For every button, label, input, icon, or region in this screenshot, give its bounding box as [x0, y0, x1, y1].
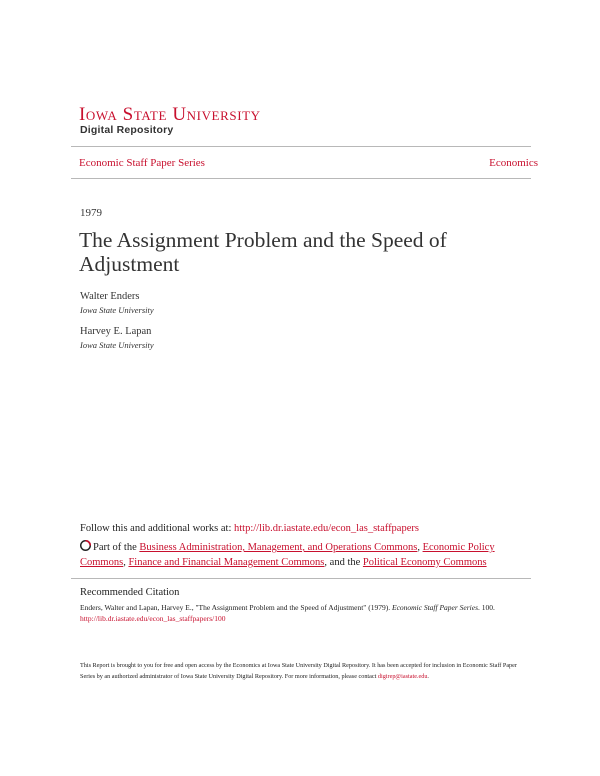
author-name: Walter Enders	[80, 291, 140, 302]
part-of-prefix: Part of the	[93, 542, 140, 553]
citation-suffix: . 100.	[478, 603, 495, 612]
university-logo-wordmark	[79, 105, 261, 125]
part-of-commons	[80, 540, 525, 570]
citation-divider	[71, 578, 531, 579]
collection-link[interactable]: http://lib.dr.iastate.edu/econ_las_staffpapers	[234, 523, 419, 534]
separator: ,	[417, 542, 423, 553]
commons-link-economic-policy[interactable]: Economic Policy Commons	[80, 542, 495, 568]
publication-year: 1979	[80, 207, 102, 219]
citation-body	[80, 602, 520, 624]
citation-series: Economic Staff Paper Series	[391, 603, 479, 612]
contact-email-link[interactable]: digirep@iastate.edu	[377, 673, 428, 680]
header-divider	[71, 146, 531, 147]
access-notice	[80, 660, 530, 682]
paper-title: The Assignment Problem and the Speed of Adjustment	[79, 228, 447, 276]
commons-link-business-admin[interactable]: Business Administration, Management, and Operations Commons	[139, 542, 418, 553]
series-link[interactable]: Economic Staff Paper Series	[79, 157, 205, 169]
header-bottom-divider	[71, 178, 531, 179]
logo-text: Iowa State University	[79, 104, 261, 125]
author-affiliation: Iowa State University	[80, 305, 154, 315]
author-name: Harvey E. Lapan	[80, 326, 152, 337]
follow-line	[80, 523, 419, 534]
author-affiliation: Iowa State University	[80, 340, 154, 350]
commons-link-finance[interactable]: Finance and Financial Management Commons	[128, 557, 325, 568]
separator: , and the	[324, 557, 363, 568]
separator: ,	[123, 557, 129, 568]
notice-end: .	[427, 673, 429, 680]
notice-text: This Report is brought to you for free and open access by the Economics at Iowa State University Digital Repository. It has been accepted for inclusion in Economic Staff Paper Series by an authorized administrator of Iowa State University Digital Repository. For more information, please contact	[80, 662, 517, 680]
citation-heading: Recommended Citation	[80, 587, 180, 598]
follow-label: Follow this and additional works at:	[80, 523, 234, 534]
department-link[interactable]: Economics	[489, 157, 538, 169]
repository-name: Digital Repository	[80, 124, 174, 136]
citation-text: Enders, Walter and Lapan, Harvey E., "The Assignment Problem and the Speed of Adjustment" (1979).	[80, 603, 392, 612]
open-access-icon	[80, 540, 91, 551]
citation-url[interactable]: http://lib.dr.iastate.edu/econ_las_staffpapers/100	[80, 614, 226, 623]
commons-link-political-economy[interactable]: Political Economy Commons	[362, 557, 487, 568]
